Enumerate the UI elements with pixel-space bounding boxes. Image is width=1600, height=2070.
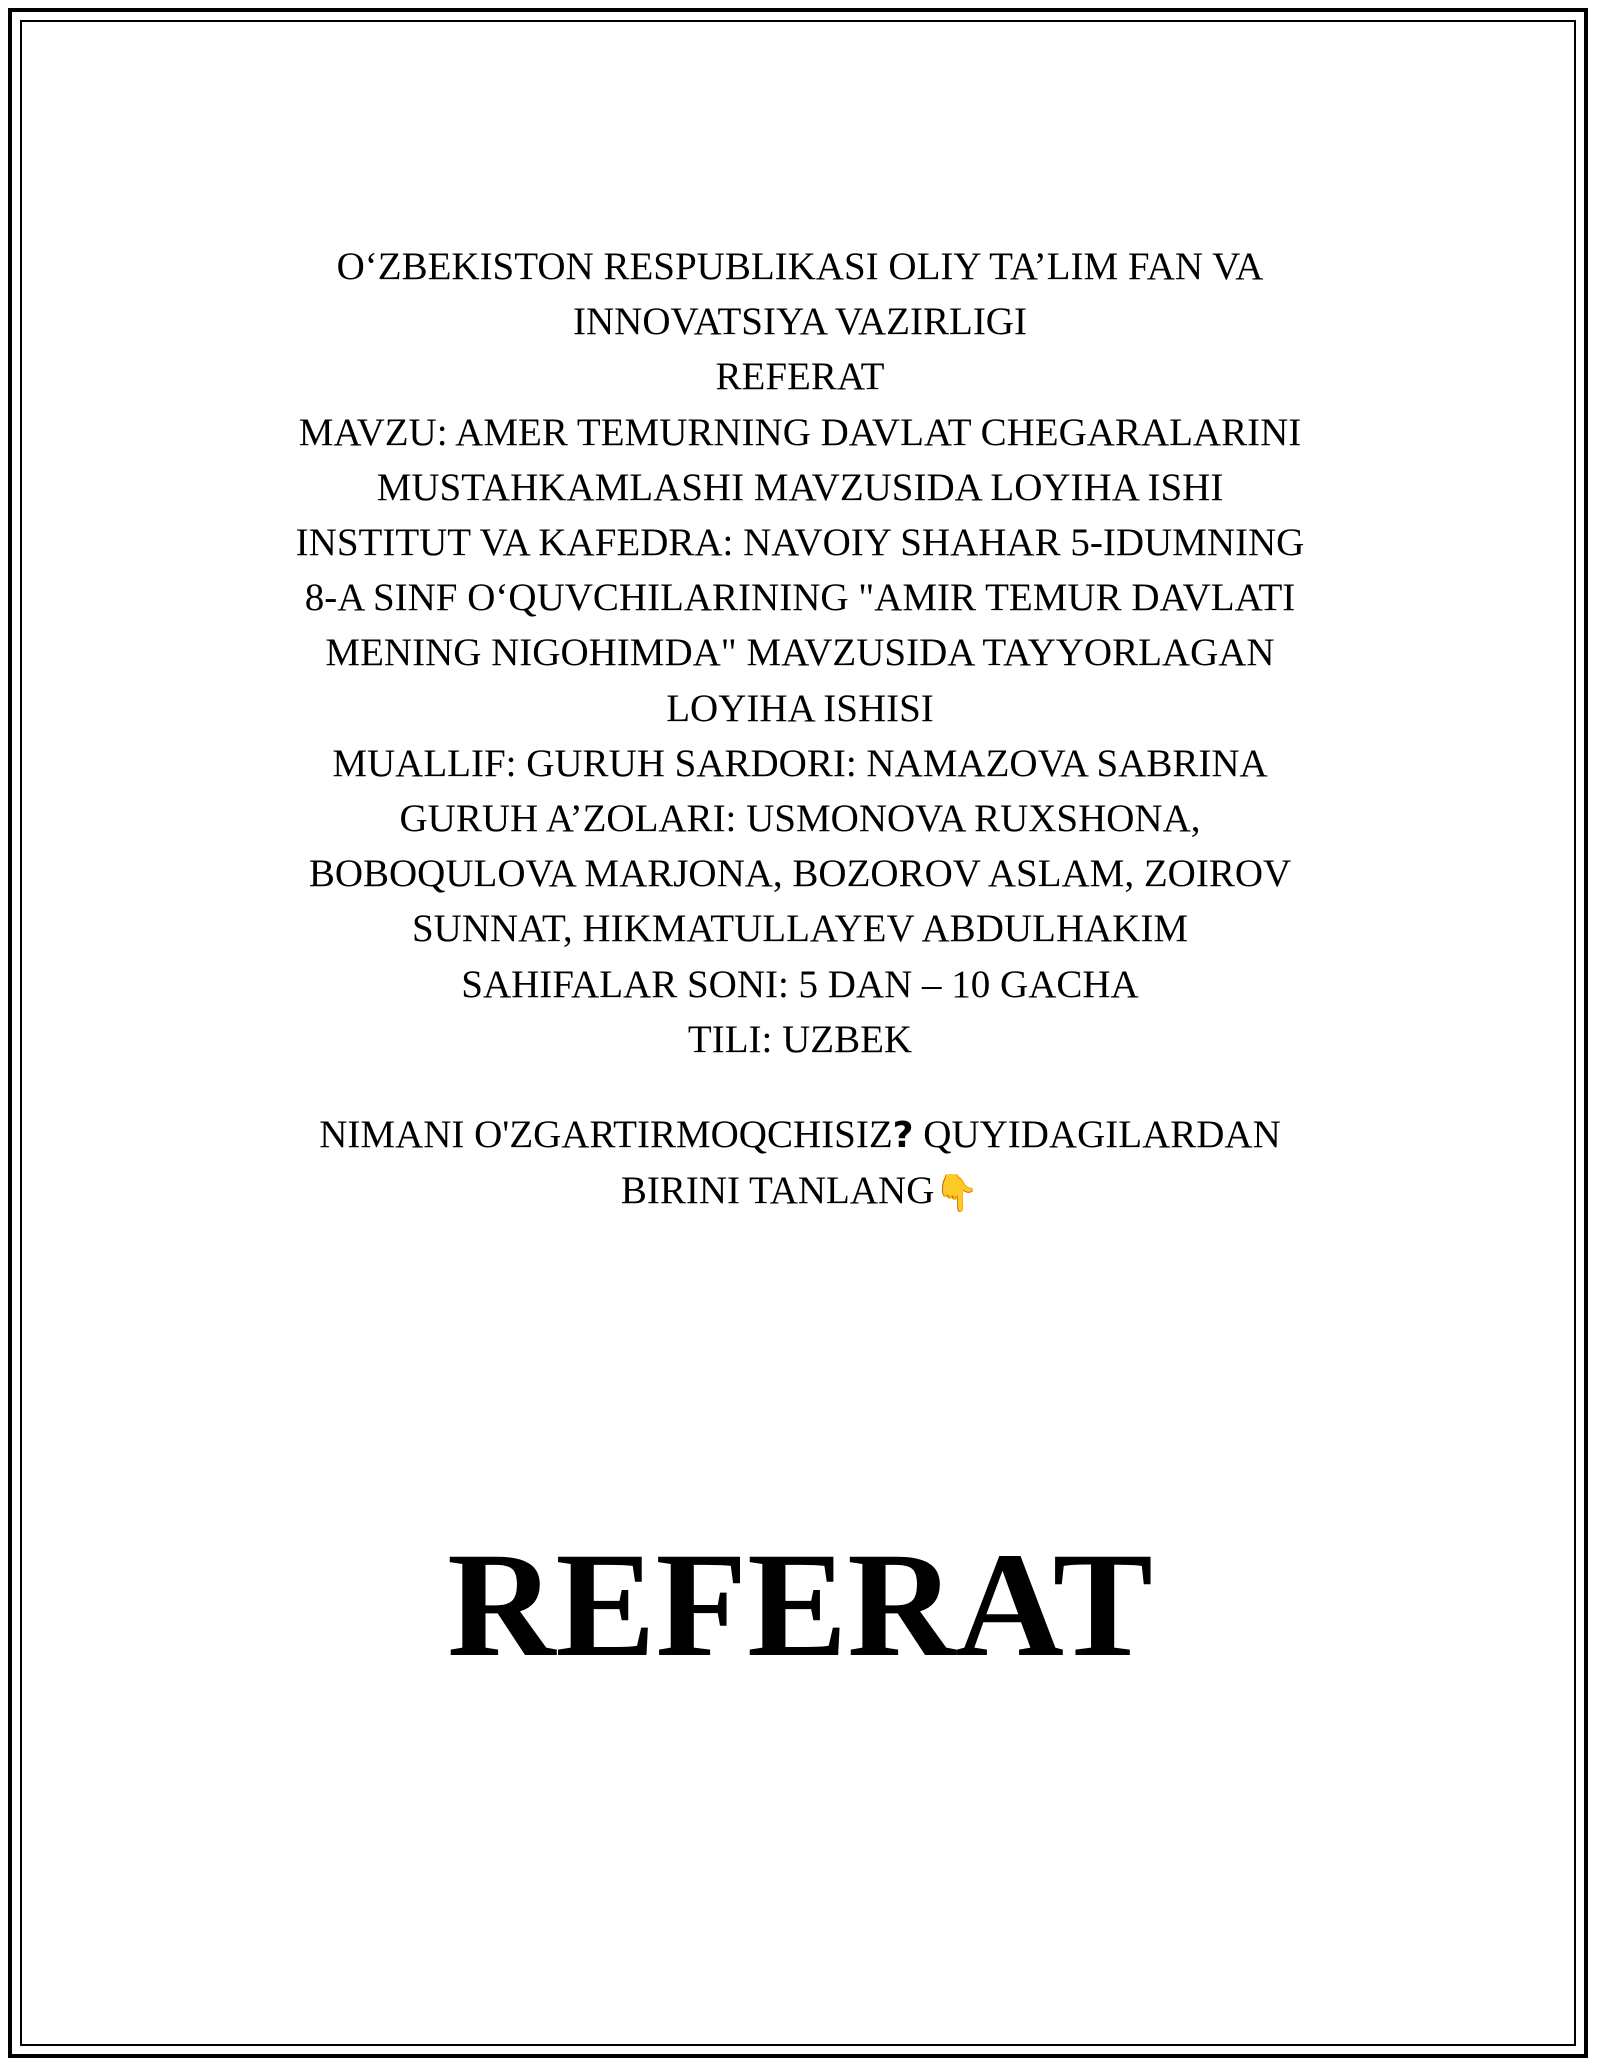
- topic-line-1: MAVZU: AMER TEMURNING DAVLAT CHEGARALARINI: [298, 410, 1302, 454]
- prompt-text-part-2: QUYIDAGILARDAN: [913, 1113, 1281, 1157]
- prompt-line-2-wrap: [200, 1163, 1400, 1221]
- topic-line-2: MUSTAHKAMLASHI MAVZUSIDA LOYIHA ISHI: [376, 465, 1224, 509]
- author-line-1: MUALLIF: GURUH SARDORI: NAMAZOVA SABRINA: [332, 741, 1268, 785]
- section-spacer: [200, 1067, 1400, 1107]
- institute-line-2: 8-A SINF O‘QUVCHILARINING "AMIR TEMUR DAVLATI: [304, 576, 1296, 620]
- big-title: REFERAT: [447, 1522, 1153, 1688]
- hand-pointing-down-icon: 👇: [934, 1173, 980, 1215]
- prompt-line-1: [200, 1107, 1400, 1163]
- question-mark-icon: ?: [892, 1115, 914, 1157]
- pages-count-line: SAHIFALAR SONI: 5 DAN – 10 GACHA: [461, 962, 1139, 1006]
- doc-type-line: REFERAT: [715, 355, 885, 399]
- prompt-text-part-1: NIMANI O'ZGARTIRMOQCHISIZ: [319, 1113, 893, 1157]
- institute-line-3: MENING NIGOHIMDA" MAVZUSIDA TAYYORLAGAN: [325, 631, 1275, 675]
- author-line-3: BOBOQULOVA MARJONA, BOZOROV ASLAM, ZOIROV: [308, 852, 1292, 896]
- ministry-line-2: INNOVATSIYA VAZIRLIGI: [573, 300, 1027, 344]
- author-line-2: GURUH A’ZOLARI: USMONOVA RUXSHONA,: [399, 797, 1201, 841]
- institute-line-1: INSTITUT VA KAFEDRA: NAVOIY SHAHAR 5-IDUMNING: [295, 521, 1305, 565]
- author-line-4: SUNNAT, HIKMATULLAYEV ABDULHAKIM: [411, 907, 1189, 951]
- institute-line-4: LOYIHA ISHISI: [666, 686, 934, 730]
- prompt-line-2: BIRINI TANLANG: [620, 1169, 935, 1213]
- language-line: TILI: UZBEK: [687, 1017, 913, 1061]
- title-page-content: [200, 239, 1400, 1221]
- ministry-line-1: O‘ZBEKISTON RESPUBLIKASI OLIY TA’LIM FAN VA: [336, 245, 1264, 288]
